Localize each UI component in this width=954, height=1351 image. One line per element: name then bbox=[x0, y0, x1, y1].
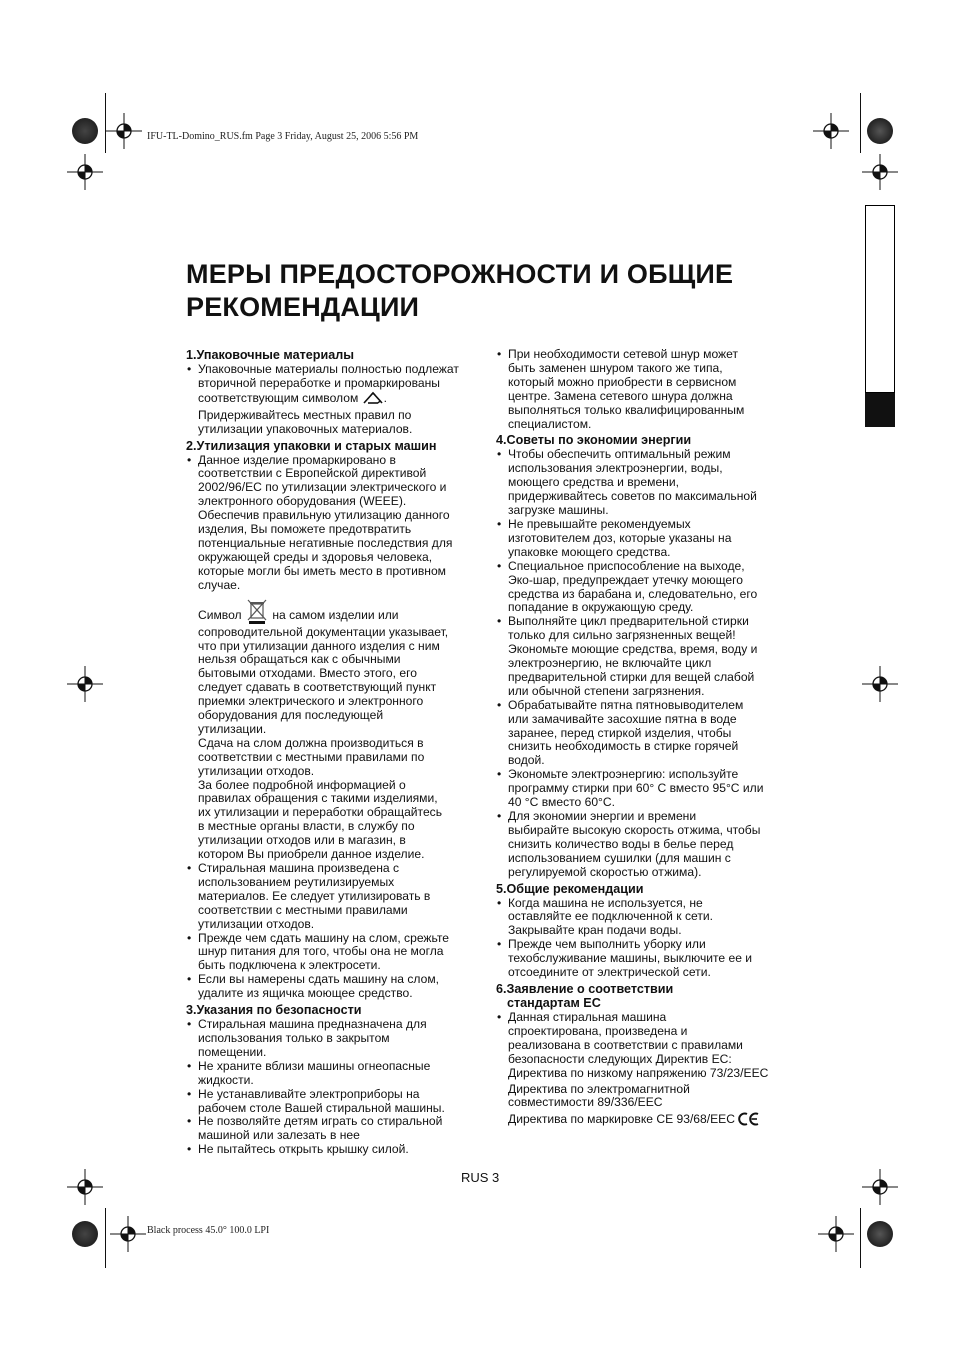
list-item bbox=[496, 938, 782, 980]
text-line: потенциальные негативные последствия для bbox=[198, 535, 453, 550]
text-line: электроэнергию, не включайте цикл bbox=[508, 656, 712, 671]
text-line: • Выполняйте цикл предварительной стирки bbox=[508, 614, 749, 629]
text-line: • Не превышайте рекомендуемых bbox=[508, 516, 691, 531]
text-line: моющего средства и времени, bbox=[508, 475, 679, 490]
registration-mark-icon bbox=[67, 154, 103, 195]
text-line: водой. bbox=[508, 753, 545, 768]
text-line: утилизации отходов. bbox=[198, 916, 315, 931]
text-line: • Данная стиральная машина bbox=[508, 1009, 667, 1024]
text-line: использования электроэнергии, воды, bbox=[508, 461, 723, 476]
registration-mark-icon bbox=[818, 1216, 854, 1257]
text-line: 2002/96/EC по утилизации электрического и bbox=[198, 480, 447, 495]
section-heading: 1.Упаковочные материалы bbox=[186, 348, 354, 362]
text-line: придерживайтесь советов по максимальной bbox=[508, 489, 757, 504]
registration-mark-icon bbox=[862, 154, 898, 195]
text-line: • Не храните вблизи машины огнеопасные bbox=[198, 1058, 431, 1073]
text-line: следует сдавать в соответствующий пункт bbox=[198, 680, 437, 695]
text-line: • При необходимости сетевой шнур может bbox=[508, 347, 738, 361]
list-item bbox=[186, 1143, 470, 1157]
trim-line bbox=[860, 93, 861, 153]
text-line: безопасности следующих Директив ЕС: bbox=[508, 1051, 732, 1066]
list-item bbox=[496, 699, 782, 769]
text-line: • Для экономии энергии и времени bbox=[508, 809, 697, 823]
registration-mark-icon bbox=[813, 113, 849, 154]
list-item bbox=[496, 1011, 782, 1130]
text-line: их утилизации и переработки обращайтесь bbox=[198, 805, 443, 820]
list-item bbox=[186, 363, 470, 437]
list-item bbox=[186, 932, 470, 974]
text-line: электронного оборудования (WEEE). bbox=[198, 494, 407, 509]
section-heading: 2.Утилизация упаковки и старых машин bbox=[186, 438, 437, 453]
text-line: утилизации. bbox=[198, 721, 267, 736]
trim-line bbox=[105, 1208, 106, 1268]
list-item bbox=[496, 560, 782, 616]
text-line: совместимости 89/336/EEC bbox=[508, 1095, 663, 1110]
text-line: • Обрабатывайте пятна пятновыводителем bbox=[508, 697, 744, 712]
section-heading bbox=[496, 982, 782, 1010]
slug-top: IFU-TL-Domino_RUS.fm Page 3 Friday, August 25, 2006 5:56 PM bbox=[147, 131, 419, 142]
crossed-bin-icon bbox=[245, 598, 269, 626]
list-item bbox=[186, 1088, 470, 1116]
text-line: Сдача на слом должна производиться в bbox=[198, 735, 424, 750]
text-line: изготовителем доз, которые указаны на bbox=[508, 530, 732, 545]
list-item bbox=[186, 973, 470, 1001]
text-line: • Если вы намерены сдать машину на слом, bbox=[198, 972, 440, 987]
text-line: предварительной стирки для вещей слабой bbox=[508, 669, 755, 684]
color-bar-dot bbox=[867, 1221, 893, 1247]
section-heading: 4.Советы по экономии энергии bbox=[496, 433, 692, 448]
text-line: рабочем столе Вашей стиральной машины. bbox=[198, 1100, 445, 1115]
section-heading: 3.Указания по безопасности bbox=[186, 1003, 362, 1018]
text-line: или замачивайте засохшие пятна в воде bbox=[508, 711, 737, 726]
color-bar-dot bbox=[72, 1221, 98, 1247]
registration-mark-icon bbox=[106, 113, 142, 154]
text-line: быть подключена к электросети. bbox=[198, 958, 381, 973]
text-line: • Данное изделие промаркировано в bbox=[198, 452, 396, 467]
text-line: сопроводительной документации указывает, bbox=[198, 624, 449, 639]
text-line: только для сильно загрязненных вещей! bbox=[508, 628, 736, 643]
text-line: соответствии с Европейской директивой bbox=[198, 466, 427, 481]
text-line: отсоедините от электрической сети. bbox=[508, 965, 711, 980]
text-line: машиной или залезать в нее bbox=[198, 1128, 360, 1143]
text-line: • Специальное приспособление на выходе, bbox=[508, 558, 745, 573]
trim-line bbox=[860, 1208, 861, 1268]
text-line: спроектирована, произведена и bbox=[508, 1023, 688, 1038]
text-line: реализована в соответствии с правилами bbox=[508, 1037, 743, 1052]
text-line: жидкости. bbox=[198, 1072, 254, 1087]
text-line: выбирайте высокую скорость отжима, чтобы bbox=[508, 822, 761, 837]
text-line: которые могли бы иметь место в противном bbox=[198, 563, 446, 578]
text-line: • Экономьте электроэнергию: используйте bbox=[508, 767, 739, 782]
list-item bbox=[186, 454, 470, 862]
registration-mark-icon bbox=[67, 1169, 103, 1210]
page-number: RUS 3 bbox=[461, 1170, 500, 1185]
text-line: помещении. bbox=[198, 1044, 267, 1059]
text-line: • Стиральная машина произведена с bbox=[198, 861, 400, 875]
page-title bbox=[186, 258, 826, 324]
text-line: Эко-шар, предупреждает утечку моющего bbox=[508, 572, 743, 587]
text-line: изделия, Вы поможете предотвратить bbox=[198, 522, 412, 537]
text-line: утилизации отходов или в магазин, в bbox=[198, 833, 406, 848]
text-line: утилизации упаковочных материалов. bbox=[198, 421, 413, 436]
text-line: специалистом. bbox=[508, 416, 592, 431]
text-line: или обычной степени загрязнения. bbox=[508, 683, 705, 698]
list-item bbox=[496, 448, 782, 518]
title-line: МЕРЫ ПРЕДОСТОРОЖНОСТИ И ОБЩИЕ bbox=[186, 259, 734, 289]
text-line: • Прежде чем выполнить уборку или bbox=[508, 937, 706, 952]
text-line: оборудования для последующей bbox=[198, 708, 384, 723]
text-line: утилизации отходов. bbox=[198, 763, 315, 778]
text-line: выполняться только квалифицированным bbox=[508, 402, 745, 417]
text-line: Придерживайтесь местных правил по bbox=[198, 407, 412, 422]
slug-bottom: Black process 45.0° 100.0 LPI bbox=[147, 1225, 270, 1236]
registration-mark-icon bbox=[67, 666, 103, 707]
text-line: За более подробной информацией о bbox=[198, 777, 406, 792]
text-line: Символ на самом изделии или bbox=[198, 598, 470, 626]
text-line: случае. bbox=[198, 577, 241, 592]
registration-mark-icon bbox=[862, 666, 898, 707]
text-line: регулируемой скоростью отжима). bbox=[508, 864, 702, 879]
text-line: Директива по маркировке CE 93/68/EEC bbox=[508, 1112, 782, 1130]
list-item bbox=[186, 1060, 470, 1088]
text-line: • Не устанавливайте электроприборы на bbox=[198, 1086, 420, 1101]
text-line: техобслуживание машины, выключите ее и bbox=[508, 951, 753, 966]
title-line: РЕКОМЕНДАЦИИ bbox=[186, 292, 420, 322]
text-line: бытовыми отходами. Вместо этого, его bbox=[198, 666, 417, 681]
text-line: • Когда машина не используется, не bbox=[508, 895, 703, 910]
text-line: Закрывайте кран подачи воды. bbox=[508, 923, 682, 938]
text-line: использования только в закрытом bbox=[198, 1030, 390, 1045]
text-line: оставляйте ее подключенной к сети. bbox=[508, 909, 713, 924]
text-line: быть заменен шнуром такого же типа, bbox=[508, 360, 723, 375]
text-line: удалите из ящичка моющее средство. bbox=[198, 986, 413, 1001]
text-line: программу стирки при 60° С вместо 95°C или bbox=[508, 781, 764, 796]
registration-mark-icon bbox=[110, 1216, 146, 1257]
text-line: • Упаковочные материалы полностью подлежат bbox=[198, 362, 459, 376]
section-heading: 5.Общие рекомендации bbox=[496, 881, 644, 896]
text-line: заранее, перед стиркой изделия, чтобы bbox=[508, 725, 732, 740]
text-line: • Чтобы обеспечить оптимальный режим bbox=[508, 447, 731, 462]
right-column bbox=[496, 348, 782, 1130]
text-line: шнур питания для того, чтобы она не могла bbox=[198, 944, 444, 959]
text-line: загрузке машины. bbox=[508, 503, 609, 518]
thumb-tab bbox=[865, 393, 895, 427]
recycling-triangle-icon bbox=[362, 391, 384, 409]
text-line: приемки электрического и электронного bbox=[198, 694, 424, 709]
heading-line: стандартам ЕС bbox=[507, 995, 601, 1010]
text-line: средства из барабана и, следовательно, его bbox=[508, 586, 758, 601]
text-line: 40 °С вместо 60°С. bbox=[508, 795, 615, 810]
text-line: в местные органы власти, в службу по bbox=[198, 819, 415, 834]
text-line: окружающей среды и здоровья человека, bbox=[198, 549, 433, 564]
ce-mark-icon bbox=[738, 1112, 760, 1130]
thumb-tab-outline bbox=[865, 205, 895, 393]
text-line: использованием реутилизируемых bbox=[198, 874, 395, 889]
text-line: Директива по низкому напряжению 73/23/EEC bbox=[508, 1065, 769, 1080]
text-line: • Не пытайтесь открыть крышку силой. bbox=[198, 1142, 409, 1157]
text-line: • Не позволяйте детям играть со стиральной bbox=[198, 1114, 443, 1129]
list-item bbox=[496, 348, 782, 431]
text-line: Экономьте моющие средства, время, воду и bbox=[508, 642, 758, 657]
text-line: снизить количество воды в белье перед bbox=[508, 836, 734, 851]
text-line: соответствии с местными правилами bbox=[198, 902, 408, 917]
text-line: • Стиральная машина предназначена для bbox=[198, 1017, 427, 1032]
list-item bbox=[186, 1018, 470, 1060]
list-item bbox=[186, 1115, 470, 1143]
text-line: центре. Замена сетевого шнура должна bbox=[508, 388, 733, 403]
left-column bbox=[186, 348, 470, 1157]
text-line: вторичной переработке и промаркированы bbox=[198, 375, 440, 390]
registration-mark-icon bbox=[862, 1169, 898, 1210]
text-line: Обеспечив правильную утилизацию данного bbox=[198, 508, 450, 523]
text-line: что при утилизации данного изделия с ним bbox=[198, 638, 440, 653]
list-item bbox=[496, 615, 782, 698]
text-line: который можно приобрести в сервисном bbox=[508, 374, 737, 389]
text-line: использованием сушилки (для машин с bbox=[508, 850, 731, 865]
color-bar-dot bbox=[72, 118, 98, 144]
text-line: Директива по электромагнитной bbox=[508, 1081, 690, 1096]
text-line: материалов. Ее следует утилизировать в bbox=[198, 888, 431, 903]
text-line: нельзя обращаться как с обычными bbox=[198, 652, 401, 667]
color-bar-dot bbox=[867, 118, 893, 144]
text-line: котором Вы приобрели данное изделие. bbox=[198, 847, 425, 862]
heading-line: 6.Заявление о соответствии bbox=[496, 981, 674, 996]
list-item bbox=[496, 810, 782, 880]
text-line: снизить необходимость в стирке горячей bbox=[508, 739, 739, 754]
text-line: правилах обращения с такими изделиями, bbox=[198, 791, 438, 806]
text-line: попадание в окружающую среду. bbox=[508, 600, 694, 615]
list-item bbox=[496, 768, 782, 810]
text-line: соответствующим символом . bbox=[198, 391, 470, 409]
list-item bbox=[496, 518, 782, 560]
text-line: соответствии с местными правилами по bbox=[198, 749, 425, 764]
text-line: • Прежде чем сдать машину на слом, срежьте bbox=[198, 930, 449, 945]
trim-line bbox=[105, 93, 106, 153]
list-item bbox=[496, 897, 782, 939]
text-line: упаковке моющего средства. bbox=[508, 544, 671, 559]
list-item bbox=[186, 862, 470, 932]
